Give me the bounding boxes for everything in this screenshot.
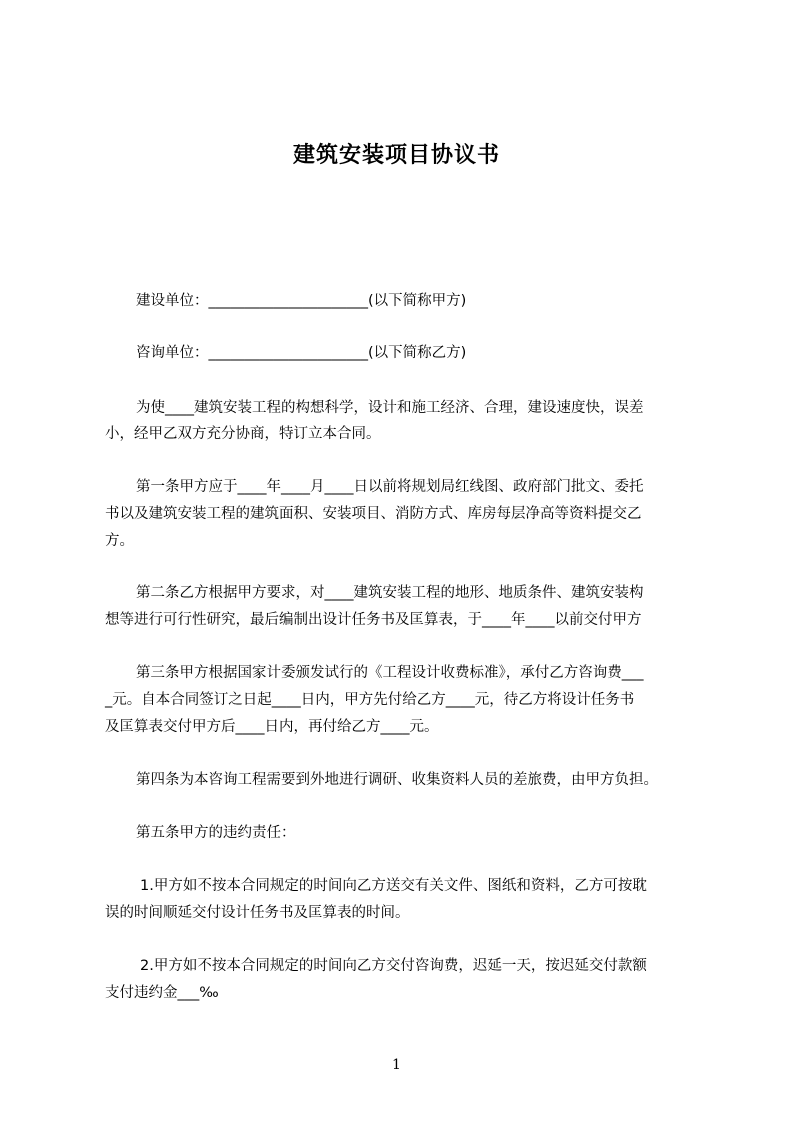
article-5-heading: 第五条甲方的违约责任： [136, 825, 296, 841]
clause-2-line-2: 支付违约金___‰ [105, 985, 219, 1001]
intro-line-1: 为使____建筑安装工程的构想科学，设计和施工经济、合理，建设速度快，误差 [136, 400, 644, 416]
document-title: 建筑安装项目协议书 [292, 143, 500, 168]
construction-unit-line: 建设单位：______________________(以下简称甲方) [136, 293, 467, 309]
article-4-line: 第四条为本咨询工程需要到外地进行调研、收集资料人员的差旅费，由甲方负担。 [136, 772, 658, 788]
article-3-line-1: 第三条甲方根据国家计委颁发试行的《工程设计收费标准》，承付乙方咨询费___ [136, 665, 644, 681]
clause-1-line-1: 1.甲方如不按本合同规定的时间向乙方送交有关文件、图纸和资料，乙方可按耽 [140, 878, 647, 894]
clause-2-line-1: 2.甲方如不按本合同规定的时间向乙方交付咨询费，迟延一天，按迟延交付款额 [140, 958, 647, 974]
article-1-line-1: 第一条甲方应于____年____月____日以前将规划局红线图、政府部门批文、委托 [136, 479, 644, 495]
article-2-line-1: 第二条乙方根据甲方要求，对____建筑安装工程的地形、地质条件、建筑安装构 [136, 585, 644, 601]
intro-line-2: 小，经甲乙双方充分协商，特订立本合同。 [105, 426, 381, 442]
article-1-line-2: 书以及建筑安装工程的建筑面积、安装项目、消防方式、库房每层净高等资料提交乙 [105, 506, 642, 522]
page-number: 1 [392, 1057, 401, 1073]
article-3-line-2: _元。自本合同签订之日起____日内，甲方先付给乙方____元，待乙方将设计任务书 [105, 692, 635, 708]
clause-1-line-2: 误的时间顺延交付设计任务书及匡算表的时间。 [105, 905, 410, 921]
article-1-line-3: 方。 [105, 533, 134, 549]
consulting-unit-line: 咨询单位：______________________(以下简称乙方) [136, 345, 467, 361]
article-2-line-2: 想等进行可行性研究，最后编制出设计任务书及匡算表，于____年____以前交付甲方 [105, 612, 642, 628]
article-3-line-3: 及匡算表交付甲方后____日内，再付给乙方____元。 [105, 719, 439, 735]
